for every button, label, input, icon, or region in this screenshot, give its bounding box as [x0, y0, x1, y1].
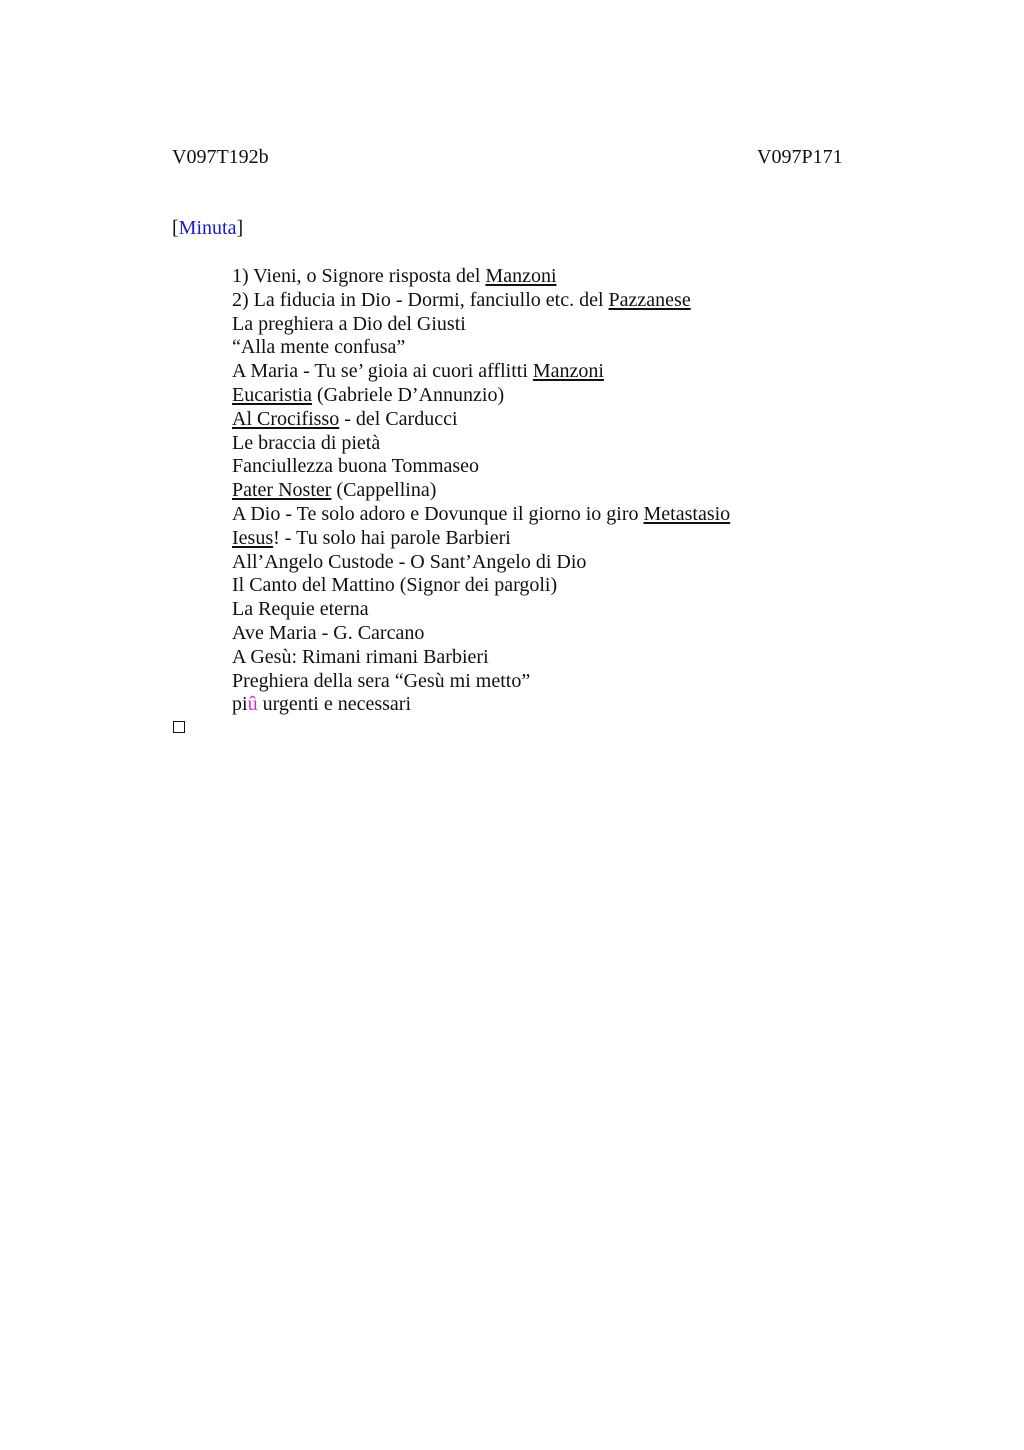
author-name: Metastasio: [643, 502, 731, 525]
item-text: pi: [232, 693, 248, 716]
item-text: Ave Maria - G. Carcano: [232, 621, 425, 644]
list-item: [232, 551, 730, 575]
poem-title: Al Crocifisso: [232, 407, 340, 430]
document-code-left: V097T192b: [172, 146, 269, 168]
list-item: [232, 384, 730, 408]
list-item: [232, 598, 730, 622]
poem-list: [232, 265, 730, 717]
list-item: [232, 289, 730, 313]
list-item: [232, 360, 730, 384]
list-item: [232, 693, 730, 717]
item-text: A Maria - Tu se’ gioia ai cuori afflitti: [232, 360, 533, 383]
list-item: [232, 455, 730, 479]
poem-title: Pater Noster: [232, 479, 332, 502]
item-text: Le braccia di pietà: [232, 431, 381, 454]
item-text: Il Canto del Mattino (Signor dei pargoli): [232, 574, 558, 597]
list-item: [232, 313, 730, 337]
author-name: Pazzanese: [608, 288, 691, 311]
list-item: [232, 646, 730, 670]
list-item: [232, 527, 730, 551]
list-item: [232, 503, 730, 527]
item-text: 2) La fiducia in Dio - Dormi, fanciullo etc. del: [232, 288, 609, 311]
open-bracket: [: [172, 217, 179, 239]
list-item: [232, 479, 730, 503]
document-code-right: V097P171: [757, 146, 843, 168]
close-bracket: ]: [236, 217, 244, 239]
item-text: ! - Tu solo hai parole Barbieri: [273, 526, 511, 549]
item-text: Fanciullezza buona Tommaseo: [232, 455, 480, 478]
list-item: [232, 670, 730, 694]
list-item: [232, 574, 730, 598]
item-text: (Gabriele D’Annunzio): [311, 383, 505, 406]
item-text: - del Carducci: [339, 407, 458, 430]
list-item: [232, 265, 730, 289]
end-marker-square: [173, 721, 185, 733]
poem-title: Iesus: [232, 526, 274, 549]
item-text: urgenti e necessari: [257, 693, 412, 716]
minuta-label: Minuta: [178, 217, 237, 239]
item-text: “Alla mente confusa”: [232, 336, 406, 359]
list-item: [232, 622, 730, 646]
correction-mark: û: [247, 693, 258, 716]
list-item: [232, 408, 730, 432]
author-name: Manzoni: [532, 360, 604, 383]
section-label: [172, 217, 243, 240]
item-text: A Gesù: Rimani rimani Barbieri: [232, 645, 489, 668]
item-text: Preghiera della sera “Gesù mi metto”: [232, 669, 531, 692]
item-text: La preghiera a Dio del Giusti: [232, 312, 466, 335]
item-text: All’Angelo Custode - O Sant’Angelo di Dio: [232, 550, 587, 573]
list-item: [232, 432, 730, 456]
item-text: 1) Vieni, o Signore risposta del: [232, 265, 486, 287]
author-name: Manzoni: [485, 265, 557, 287]
poem-title: Eucaristia: [232, 383, 312, 406]
item-text: (Cappellina): [331, 479, 437, 502]
item-text: La Requie eterna: [232, 598, 369, 621]
item-text: A Dio - Te solo adoro e Dovunque il giorno io giro: [232, 502, 644, 525]
list-item: [232, 336, 730, 360]
